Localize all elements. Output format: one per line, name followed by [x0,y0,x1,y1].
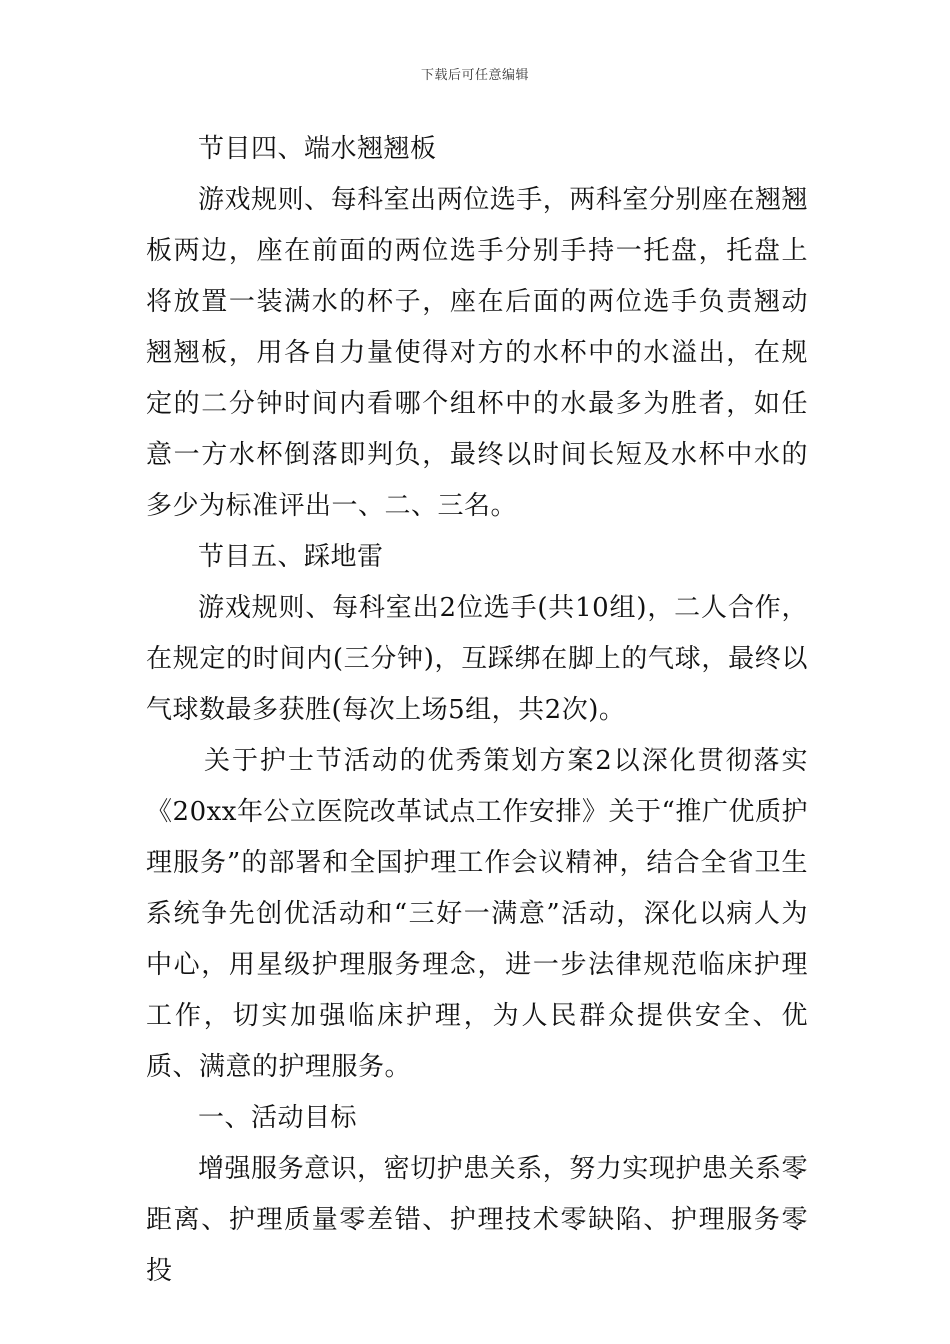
paragraph-plan-intro: 关于护士节活动的优秀策划方案2以深化贯彻落实《20xx年公立医院改革试点工作安排》关于“推广优质护理服务”的部署和全国护理工作会议精神，结合全省卫生系统争先创优活动和“三好一满意”活动，深化以病人为中心，用星级护理服务理念，进一步法律规范临床护理工作，切实加强临床护理，为人民群众提供安全、优质、满意的护理服务。 [146,746,808,1082]
section-heading-activity-goal: 一、活动目标 [198,1103,358,1133]
section-heading-program-five: 节目五、踩地雷 [198,542,384,572]
paragraph-activity-goal: 增强服务意识，密切护患关系，努力实现护患关系零距离、护理质量零差错、护理技术零缺陷、护理服务零投 [146,1154,808,1286]
paragraph-rules-seesaw: 游戏规则、每科室出两位选手，两科室分别座在翘翘板两边，座在前面的两位选手分别手持一托盘，托盘上将放置一装满水的杯子，座在后面的两位选手负责翘动翘翘板，用各自力量使得对方的水杯中的水溢出，在规定的二分钟时间内看哪个组杯中的水最多为胜者，如任意一方水杯倒落即判负，最终以时间长短及水杯中水的多少为标准评出一、二、三名。 [146,185,808,521]
page-header-note: 下载后可任意编辑 [420,68,529,83]
paragraph-rules-balloon: 游戏规则、每科室出2位选手(共10组)，二人合作，在规定的时间内(三分钟)，互踩绑在脚上的气球，最终以气球数最多获胜(每次上场5组，共2次)。 [146,593,808,725]
section-heading-program-four: 节目四、端水翘翘板 [198,134,437,164]
document-body [146,124,808,1297]
